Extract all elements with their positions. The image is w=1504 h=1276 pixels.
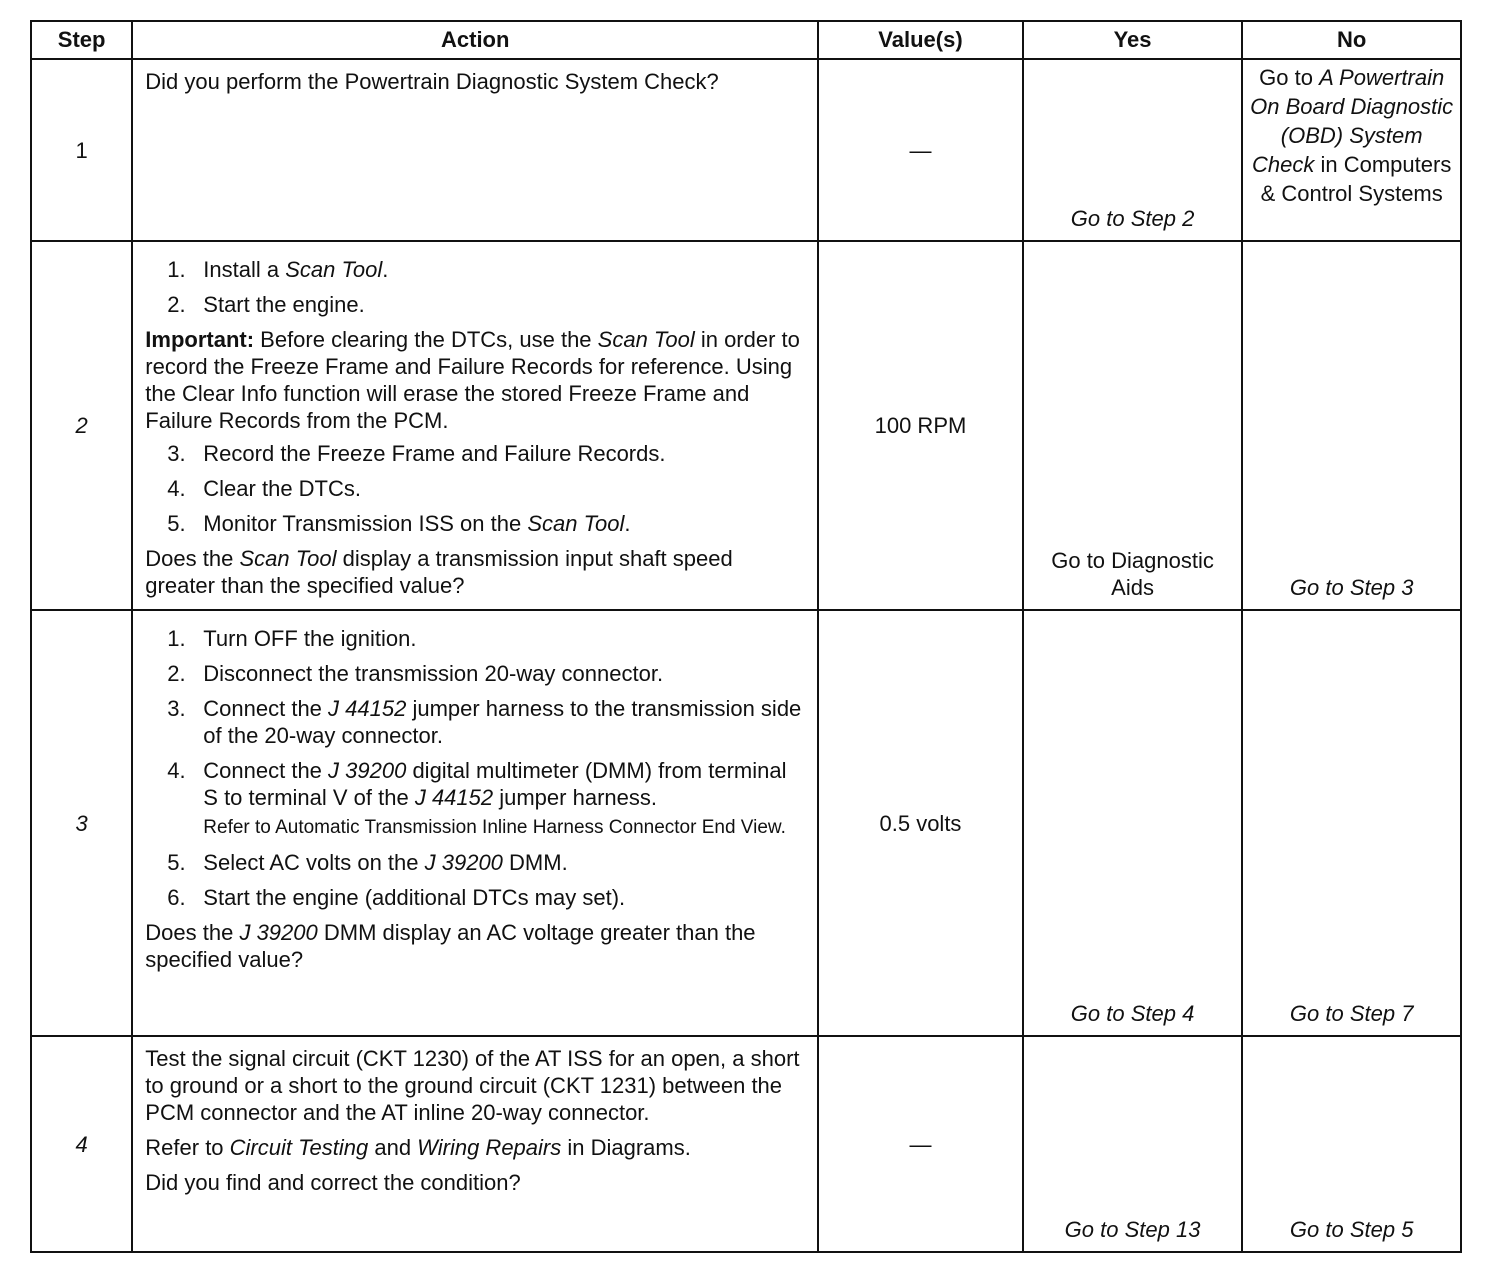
step-number: 4 xyxy=(31,1036,132,1252)
table-row-step-4 xyxy=(31,1036,1461,1252)
table-row-step-1 xyxy=(31,59,1461,241)
list-item: 2. Disconnect the transmission 20-way connector. xyxy=(167,661,664,686)
value-cell: 100 RPM xyxy=(818,241,1023,610)
action-question: Does the Scan Tool display a transmission input shaft speed greater than the specified value? xyxy=(145,546,733,598)
step-number: 3 xyxy=(31,610,132,1036)
list-number: 2. xyxy=(167,292,186,317)
yes-link-text: Go to Step 2 xyxy=(1070,206,1195,231)
header-values: Value(s) xyxy=(818,21,1023,59)
action-cell xyxy=(132,241,818,610)
list-item: 2. Start the engine. xyxy=(167,292,365,317)
header-action: Action xyxy=(132,21,818,59)
value-cell: — xyxy=(818,1036,1023,1252)
no-link-prefix: Go to xyxy=(1259,65,1320,90)
table-row-step-2 xyxy=(31,241,1461,610)
action-cell xyxy=(132,610,818,1036)
no-link-text: Go to Step 7 xyxy=(1289,1001,1414,1026)
list-number: 1. xyxy=(167,626,186,651)
value-cell: — xyxy=(818,59,1023,241)
action-question: Does the J 39200 DMM display an AC voltage greater than the specified value? xyxy=(145,920,756,972)
list-number: 6. xyxy=(167,885,186,910)
header-step: Step xyxy=(31,21,132,59)
header-row xyxy=(31,21,1461,59)
no-link-text: Go to Step 3 xyxy=(1289,575,1414,600)
action-steps-list xyxy=(145,440,803,537)
action-steps-list xyxy=(145,256,803,318)
list-number: 4. xyxy=(167,476,186,501)
action-instruction: Test the signal circuit (CKT 1230) of the AT ISS for an open, a short to ground or a short to the ground circuit (CKT 1231) between the PCM connector and the AT inline 20-way connector. xyxy=(145,1046,800,1125)
reference-text: Refer to Circuit Testing and Wiring Repairs in Diagrams. xyxy=(145,1135,691,1160)
yes-link-text: Go to Diagnostic Aids xyxy=(1051,548,1214,600)
list-number: 1. xyxy=(167,257,186,282)
action-steps-list xyxy=(145,625,803,911)
yes-link[interactable] xyxy=(1023,610,1243,1036)
no-link-text: Go to Step 5 xyxy=(1289,1217,1414,1242)
list-number: 5. xyxy=(167,850,186,875)
reference-note: Refer to Automatic Transmission Inline Harness Connector End View. xyxy=(203,817,786,838)
list-number: 3. xyxy=(167,696,186,721)
no-link[interactable] xyxy=(1242,59,1461,241)
no-link-suffix: in Computers & Control Systems xyxy=(1260,152,1452,206)
list-item: 6. Start the engine (additional DTCs may set). xyxy=(167,885,626,910)
list-number: 3. xyxy=(167,441,186,466)
action-question: Did you perform the Powertrain Diagnostic System Check? xyxy=(145,69,719,94)
list-number: 4. xyxy=(167,758,186,783)
list-item: 3. Connect the J 44152 jumper harness to the transmission side of the 20-way connector. xyxy=(167,696,802,748)
header-no: No xyxy=(1242,21,1461,59)
table-row-step-3 xyxy=(31,610,1461,1036)
list-item: 1. Install a Scan Tool. xyxy=(167,257,389,282)
action-question: Did you find and correct the condition? xyxy=(145,1170,521,1195)
no-link[interactable] xyxy=(1242,610,1461,1036)
list-item: 5. Monitor Transmission ISS on the Scan Tool. xyxy=(167,511,631,536)
no-link-title: A Powertrain On Board Diagnostic (OBD) System Check xyxy=(1250,65,1454,177)
list-item: 5. Select AC volts on the J 39200 DMM. xyxy=(167,850,568,875)
list-number: 2. xyxy=(167,661,186,686)
step-number: 2 xyxy=(31,241,132,610)
no-link[interactable] xyxy=(1242,241,1461,610)
action-cell xyxy=(132,1036,818,1252)
value-cell: 0.5 volts xyxy=(818,610,1023,1036)
list-item: 1. Turn OFF the ignition. xyxy=(167,626,417,651)
diagnostic-table xyxy=(30,20,1462,1253)
yes-link[interactable] xyxy=(1023,241,1243,610)
yes-link-text: Go to Step 4 xyxy=(1070,1001,1195,1026)
action-cell xyxy=(132,59,818,241)
list-number: 5. xyxy=(167,511,186,536)
no-link[interactable] xyxy=(1242,1036,1461,1252)
list-item: 4. Clear the DTCs. xyxy=(167,476,361,501)
list-item: 4. Connect the J 39200 digital multimeter (DMM) from terminal S to terminal V of the J 44152 jumper harness. Refer to Automatic Transmission Inline Harness Connector End View. xyxy=(145,757,803,841)
important-note: Important: Before clearing the DTCs, use the Scan Tool in order to record the Freeze Frame and Failure Records for reference. Using the Clear Info function will erase the stored Freeze Frame and Failure Records from the PCM. xyxy=(145,327,800,433)
yes-link-text: Go to Step 13 xyxy=(1064,1217,1201,1242)
list-item: 3. Record the Freeze Frame and Failure Records. xyxy=(167,441,666,466)
yes-link[interactable] xyxy=(1023,59,1243,241)
header-yes: Yes xyxy=(1023,21,1243,59)
yes-link[interactable] xyxy=(1023,1036,1243,1252)
step-number: 1 xyxy=(31,59,132,241)
